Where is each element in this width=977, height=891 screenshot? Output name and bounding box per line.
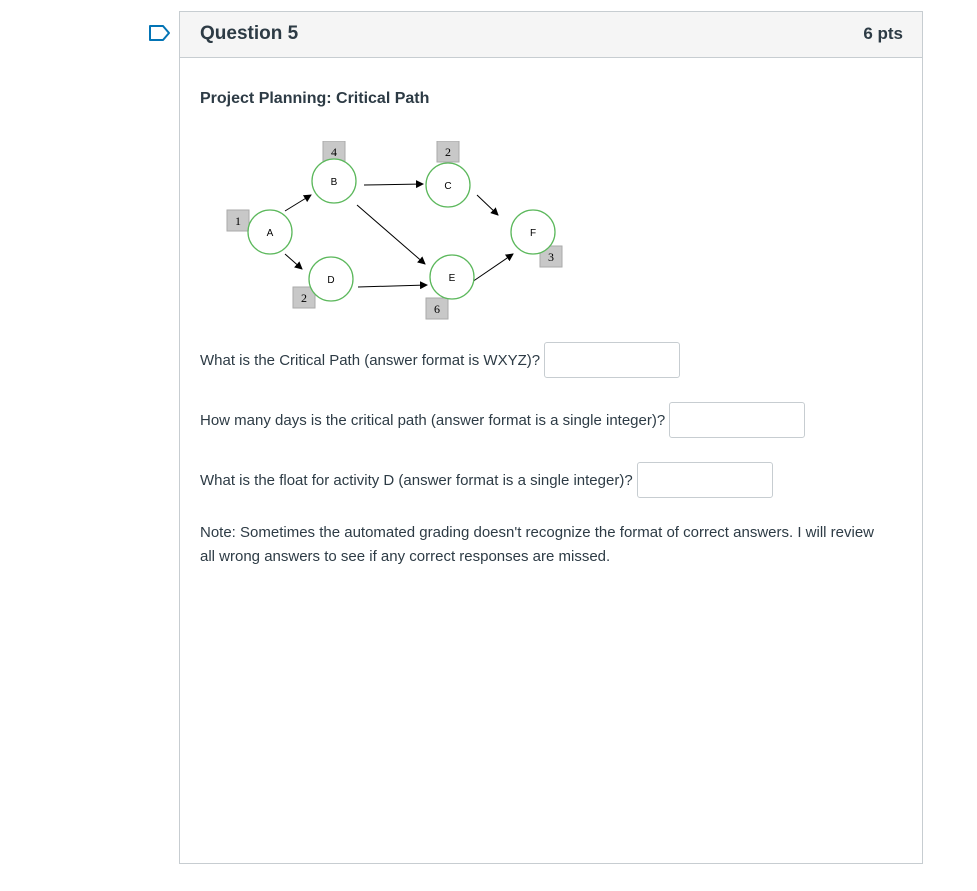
- edge-D-E: [358, 285, 427, 287]
- duration-F: 3: [548, 250, 554, 264]
- question-title: Question 5: [200, 23, 299, 44]
- prompt-critical-path-days: [200, 402, 805, 438]
- node-label-F: F: [529, 228, 537, 239]
- question-points: 6 pts: [863, 24, 903, 43]
- edge-E-F: [472, 254, 513, 282]
- node-E: [430, 255, 474, 299]
- edge-B-C: [364, 184, 423, 185]
- node-label-B: B: [330, 177, 338, 188]
- node-D: [309, 257, 353, 301]
- duration-box-A: [227, 210, 249, 231]
- duration-box-E: [426, 298, 448, 319]
- duration-B: 4: [331, 145, 337, 159]
- duration-A: 1: [235, 214, 241, 228]
- prompt-critical-path-text: What is the Critical Path (answer format is WXYZ)?: [200, 351, 541, 369]
- duration-E: 6: [434, 302, 440, 316]
- critical-path-days-input[interactable]: [669, 402, 805, 438]
- node-A: [248, 210, 292, 254]
- edge-A-B: [285, 195, 311, 211]
- node-label-C: C: [444, 181, 452, 192]
- prompt-critical-path: [200, 342, 680, 378]
- bookmark-flag-icon[interactable]: [148, 24, 172, 42]
- node-C: [426, 163, 470, 207]
- prompt-critical-path-days-text: How many days is the critical path (answer format is a single integer)?: [200, 411, 666, 429]
- duration-C: 2: [445, 145, 451, 159]
- duration-D: 2: [301, 291, 307, 305]
- critical-path-input[interactable]: [544, 342, 680, 378]
- duration-box-C: [437, 141, 459, 162]
- node-label-A: A: [266, 228, 274, 239]
- node-label-E: E: [448, 273, 456, 284]
- edge-B-E: [357, 205, 425, 264]
- question-header: [180, 12, 922, 58]
- prompt-float-d-text: What is the float for activity D (answer format is a single integer)?: [200, 471, 633, 489]
- question-card: [179, 11, 923, 864]
- network-diagram: [218, 141, 578, 331]
- grading-note: Note: Sometimes the automated grading doesn't recognize the format of correct answers. I will review all wrong answers to see if any correct responses are missed.: [200, 524, 875, 565]
- edge-A-D: [285, 254, 302, 269]
- question-subtitle: Project Planning: Critical Path: [200, 90, 430, 107]
- node-F: [511, 210, 555, 254]
- prompt-float-d: [200, 462, 773, 498]
- edge-C-F: [477, 195, 498, 215]
- node-B: [312, 159, 356, 203]
- float-d-input[interactable]: [637, 462, 773, 498]
- node-label-D: D: [327, 275, 335, 286]
